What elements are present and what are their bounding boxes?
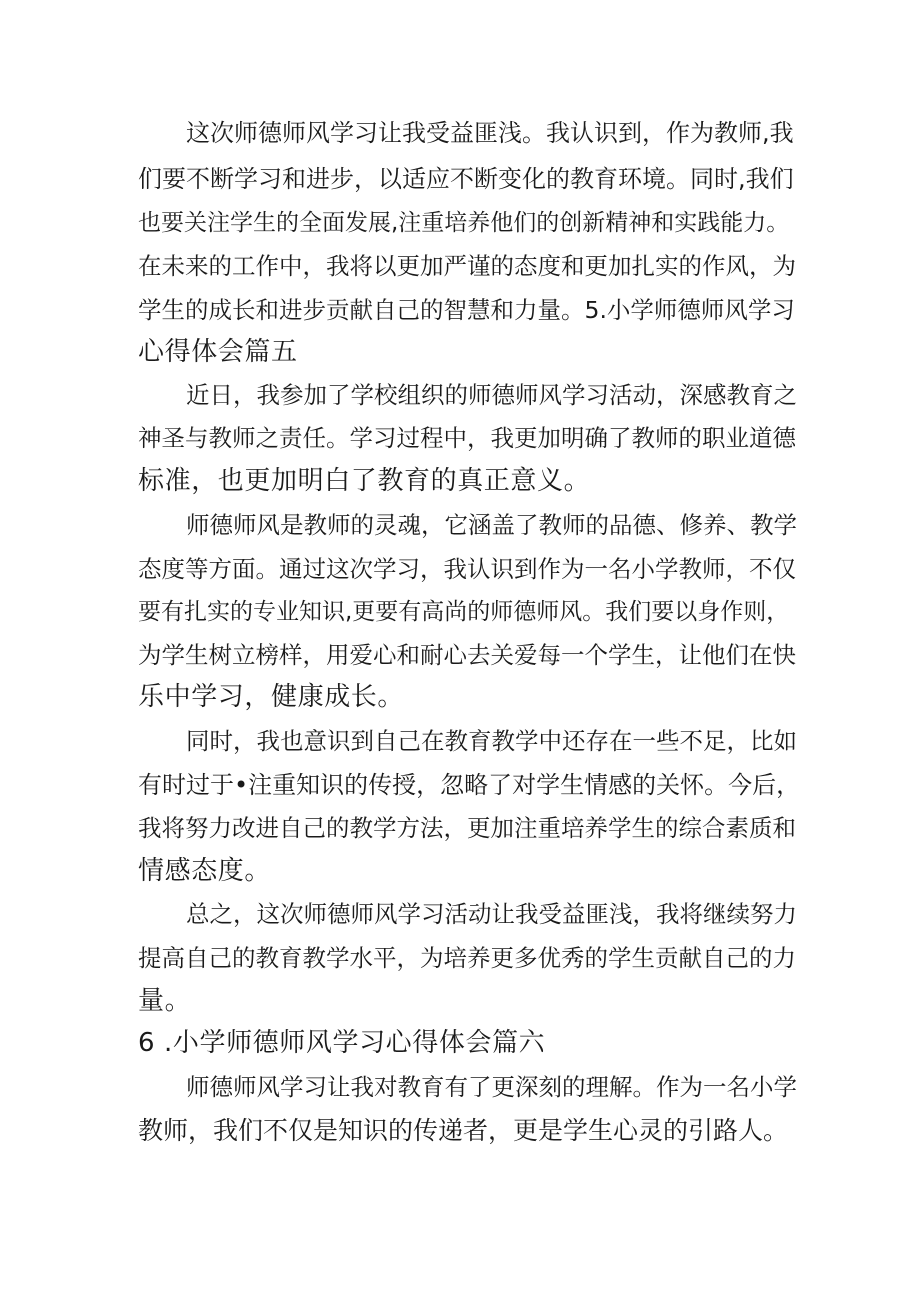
text-line: 总之，这次师德师风学习活动让我受益匪浅，我将继续努力 <box>186 900 797 928</box>
text-line: 师德师风是教师的灵魂，它涵盖了教师的品德、修养、教学 <box>186 511 797 539</box>
text-line: 标准，也更加明白了教育的真正意义。 <box>138 466 591 496</box>
text-line: 我将努力改进自己的教学方法，更加注重培养学生的综合素质和 <box>138 814 796 842</box>
text-line: 量。 <box>138 986 192 1016</box>
text-line: 为学生树立榜样，用爱心和耐心去关爱每一个学生，让他们在快 <box>138 641 796 669</box>
text-line: 这次师德师风学习让我受益匪浅。我认识到，作为教师,我 <box>186 119 794 147</box>
text-line: 在未来的工作中，我将以更加严谨的态度和更加扎实的作风，为 <box>138 252 796 280</box>
text-line: 们要不断学习和进步，以适应不断变化的教育环境。同时,我们 <box>138 165 794 193</box>
section-heading: 6 .小学师德师风学习心得体会篇六 <box>138 1028 546 1058</box>
text-line: 学生的成长和进步贡献自己的智慧和力量。5.小学师德师风学习 <box>138 296 795 324</box>
text-line: 要有扎实的专业知识,更要有高尚的师德师风。我们要以身作则， <box>138 599 790 625</box>
text-line: 教师，我们不仅是知识的传递者，更是学生心灵的引路人。 <box>138 1116 789 1145</box>
text-line: 师德师风学习让我对教育有了更深刻的理解。作为一名小学 <box>186 1073 797 1101</box>
text-line: 也要关注学生的全面发展,注重培养他们的创新精神和实践能力。 <box>138 210 790 236</box>
text-line: 态度等方面。通过这次学习，我认识到作为一名小学教师，不仅 <box>138 555 796 583</box>
section-heading: 心得体会篇五 <box>138 337 298 367</box>
text-line: 提高自己的教育教学水平，为培养更多优秀的学生贡献自己的力 <box>138 944 796 972</box>
text-line: 情感态度。 <box>138 856 272 886</box>
text-line: 同时，我也意识到自己在教育教学中还存在一些不足，比如 <box>186 727 797 755</box>
text-line: 乐中学习，健康成长。 <box>138 682 405 712</box>
text-line: 神圣与教师之责任。学习过程中，我更加明确了教师的职业道德 <box>138 424 796 452</box>
text-line: 有时过于•注重知识的传授，忽略了对学生情感的关怀。今后， <box>138 771 801 799</box>
text-line: 近日，我参加了学校组织的师德师风学习活动，深感教育之 <box>186 381 797 409</box>
